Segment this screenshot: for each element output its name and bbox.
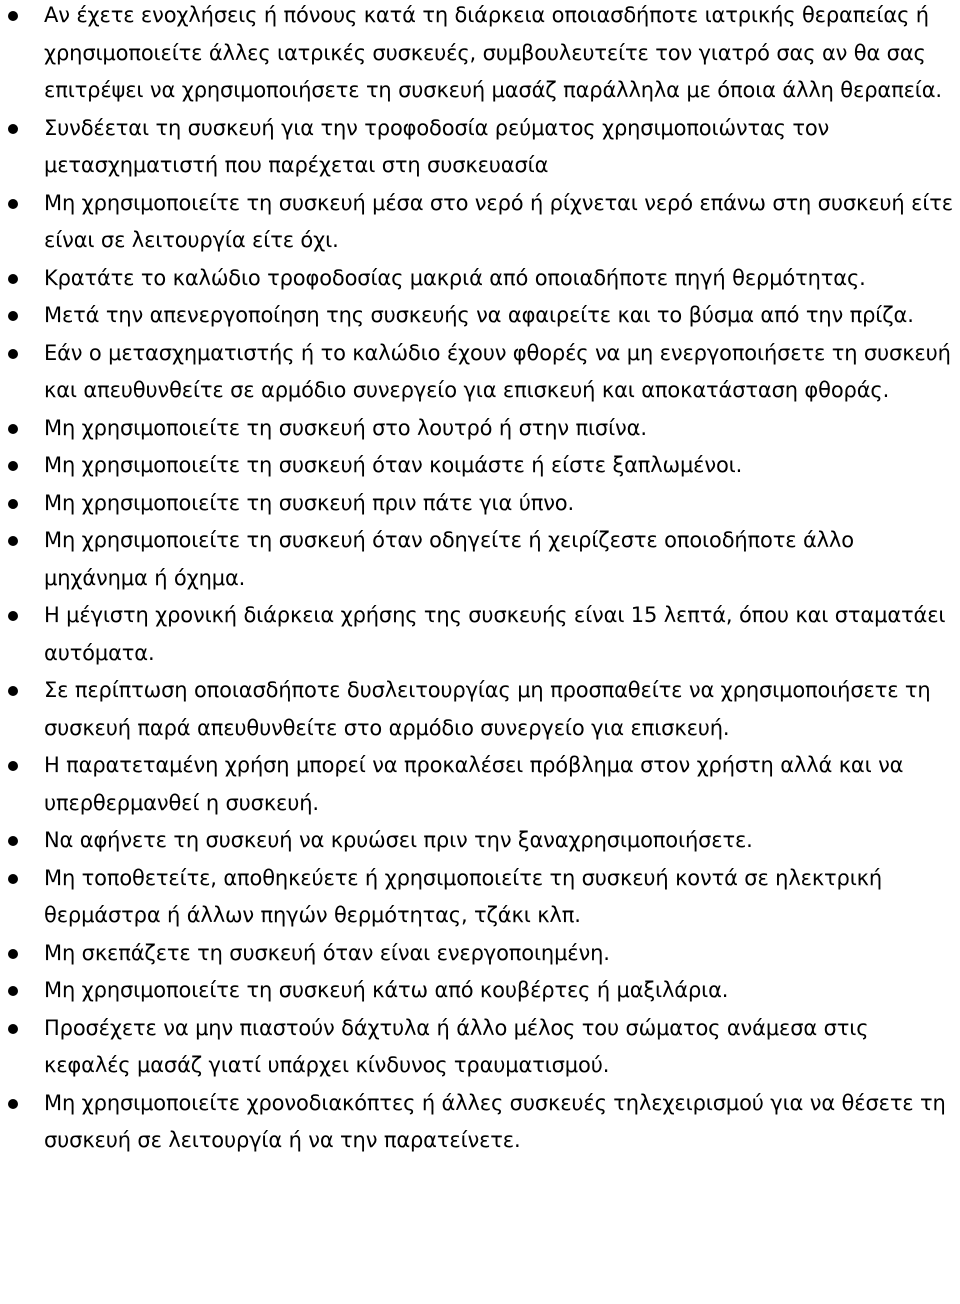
list-item xyxy=(44,297,960,335)
list-item-text: Μη χρησιμοποιείτε τη συσκευή πριν πάτε για ύπνο. xyxy=(44,490,575,515)
list-item-text: Μη χρησιμοποιείτε τη συσκευή κάτω από κουβέρτες ή μαξιλάρια. xyxy=(44,978,729,1002)
list-item xyxy=(44,260,960,298)
list-item xyxy=(44,1085,960,1160)
list-item xyxy=(44,447,960,485)
list-item-text: Μη τοποθετείτε, αποθηκεύετε ή χρησιμοποιείτε τη συσκευή κοντά σε ηλεκτρική θερμάστρα ή άλλων πηγών θερμότητας, τζάκι κλπ. xyxy=(44,865,883,927)
list-item xyxy=(44,1010,960,1085)
list-item-text: Μη χρησιμοποιείτε τη συσκευή όταν κοιμάστε ή είστε ξαπλωμένοι. xyxy=(44,453,743,477)
list-item xyxy=(44,110,960,185)
list-item-text: Αν έχετε ενοχλήσεις ή πόνους κατά τη διάρκεια οποιασδήποτε ιατρικής θεραπείας ή χρησιμοποιείτε άλλες ιατρικές συσκευές, συμβουλευτείτε τον γιατρό σας αν θα σας επιτρέψει να χρησιμοποιήσετε τη συσκευή μασάζ παράλληλα με όποια άλλη θεραπεία. xyxy=(44,3,942,102)
list-item-text: Συνδέεται τη συσκευή για την τροφοδοσία ρεύματος χρησιμοποιώντας τον μετασχηματιστή που παρέχεται στη συσκευασία xyxy=(44,115,830,177)
bullet-icon xyxy=(8,311,18,321)
bullet-icon xyxy=(8,274,18,284)
list-item-text: Η μέγιστη χρονική διάρκεια χρήσης της συσκευής είναι 15 λεπτά, όπου και σταματάει αυτόματα. xyxy=(44,603,946,665)
list-item xyxy=(44,822,960,860)
bullet-icon xyxy=(8,874,18,884)
bullet-icon xyxy=(8,461,18,471)
list-item xyxy=(44,672,960,747)
list-item xyxy=(44,972,960,1010)
bullet-icon xyxy=(8,761,18,771)
bullet-icon xyxy=(8,424,18,434)
bullet-icon xyxy=(8,199,18,209)
list-item-text: Μη χρησιμοποιείτε τη συσκευή στο λουτρό ή στην πισίνα. xyxy=(44,415,647,440)
bullet-icon xyxy=(8,349,18,359)
list-item xyxy=(44,597,960,672)
bullet-icon xyxy=(8,499,18,509)
bullet-icon xyxy=(8,536,18,546)
list-item-text: Εάν ο μετασχηματιστής ή το καλώδιο έχουν φθορές να μη ενεργοποιήσετε τη συσκευή και απευθυνθείτε σε αρμόδιο συνεργείο για επισκευή και αποκατάσταση φθοράς. xyxy=(44,340,951,402)
list-item-text: Μη σκεπάζετε τη συσκευή όταν είναι ενεργοποιημένη. xyxy=(44,940,610,965)
list-item-text: Μη χρησιμοποιείτε τη συσκευή μέσα στο νερό ή ρίχνεται νερό επάνω στη συσκευή είτε είναι σε λειτουργία είτε όχι. xyxy=(44,190,953,252)
list-item-text: Μη χρησιμοποιείτε χρονοδιακόπτες ή άλλες συσκευές τηλεχειρισμού για να θέσετε τη συσκευή σε λειτουργία ή να την παρατείνετε. xyxy=(44,1090,946,1152)
list-item xyxy=(44,935,960,973)
list-item xyxy=(44,0,960,110)
list-item-text: Σε περίπτωση οποιασδήποτε δυσλειτουργίας μη προσπαθείτε να χρησιμοποιήσετε τη συσκευή παρά απευθυνθείτε στο αρμόδιο συνεργείο για επισκευή. xyxy=(44,678,931,740)
bullet-icon xyxy=(8,836,18,846)
list-item xyxy=(44,335,960,410)
list-item-text: Μετά την απενεργοποίηση της συσκευής να αφαιρείτε και το βύσμα από την πρίζα. xyxy=(44,303,914,327)
bullet-icon xyxy=(8,949,18,959)
list-item-text: Προσέχετε να μην πιαστούν δάχτυλα ή άλλο μέλος του σώματος ανάμεσα στις κεφαλές μασάζ γιατί υπάρχει κίνδυνος τραυματισμού. xyxy=(44,1015,869,1077)
bullet-icon xyxy=(8,986,18,996)
list-item xyxy=(44,747,960,822)
list-item xyxy=(44,522,960,597)
list-item-text: Η παρατεταμένη χρήση μπορεί να προκαλέσει πρόβλημα στον χρήστη αλλά και να υπερθερμανθεί η συσκευή. xyxy=(44,753,904,815)
list-item xyxy=(44,410,960,448)
bullet-icon xyxy=(8,1024,18,1034)
bullet-icon xyxy=(8,124,18,134)
bullet-icon xyxy=(8,686,18,696)
list-item-text: Να αφήνετε τη συσκευή να κρυώσει πριν την ξαναχρησιμοποιήσετε. xyxy=(44,828,753,852)
list-item xyxy=(44,485,960,523)
bullet-icon xyxy=(8,1099,18,1109)
bullet-icon xyxy=(8,611,18,621)
list-item xyxy=(44,185,960,260)
bullet-icon xyxy=(8,11,18,21)
list-item-text: Κρατάτε το καλώδιο τροφοδοσίας μακριά από οποιαδήποτε πηγή θερμότητας. xyxy=(44,265,866,290)
list-item xyxy=(44,860,960,935)
list-item-text: Μη χρησιμοποιείτε τη συσκευή όταν οδηγείτε ή χειρίζεστε οποιοδήποτε άλλο μηχάνημα ή όχημα. xyxy=(44,528,854,590)
